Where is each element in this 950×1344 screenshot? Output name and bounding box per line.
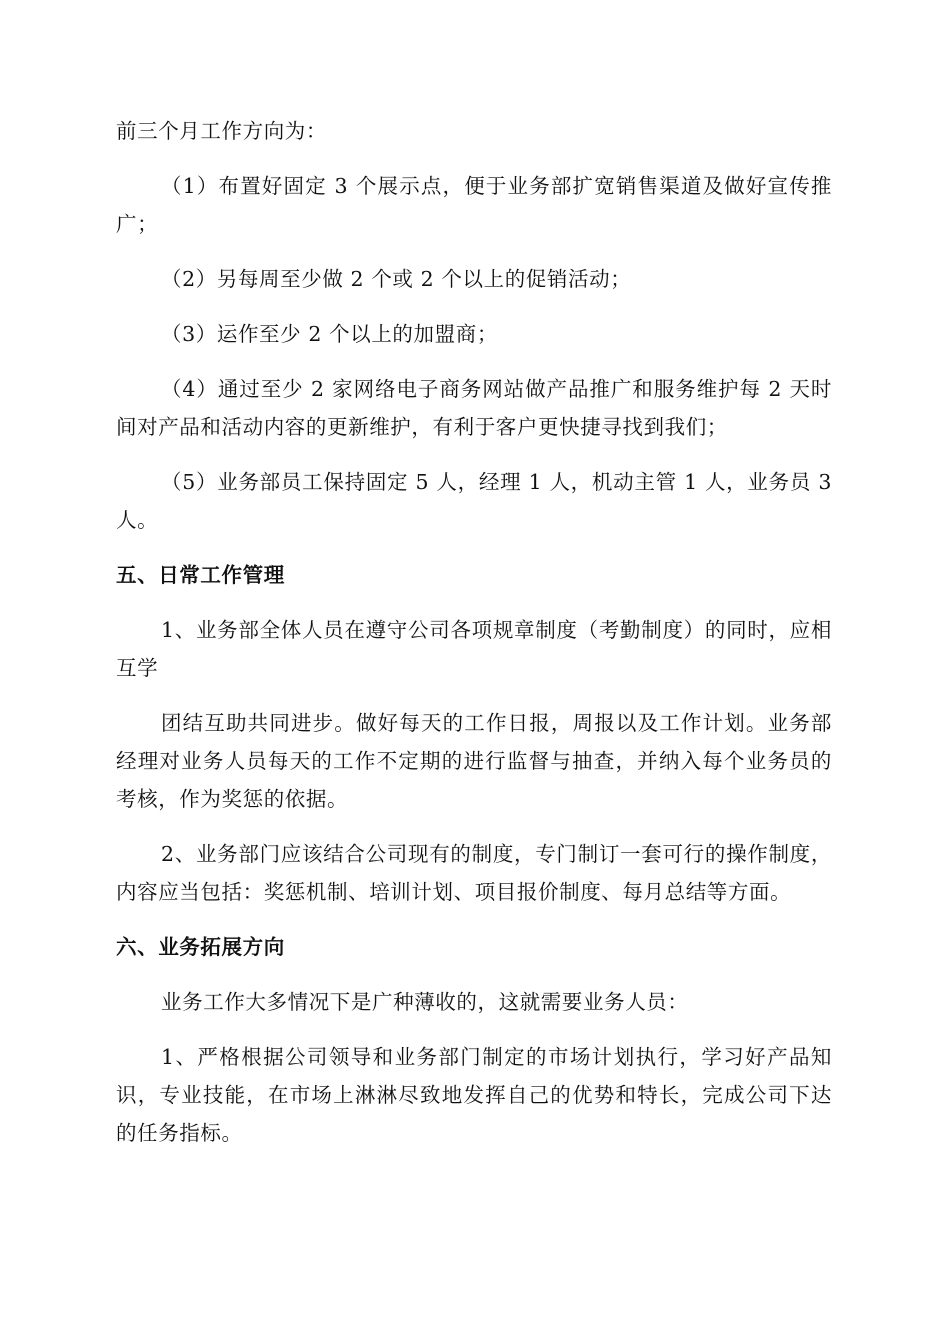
document-page bbox=[116, 112, 832, 1169]
list-item-2: （2）另每周至少做 2 个或 2 个以上的促销活动； bbox=[161, 267, 632, 291]
intro-paragraph: 前三个月工作方向为： bbox=[116, 119, 327, 143]
list-item-3: （3）运作至少 2 个以上的加盟商； bbox=[161, 322, 498, 346]
section-heading-business-expansion: 六、业务拓展方向 bbox=[116, 935, 285, 959]
section-heading-daily-management: 五、日常工作管理 bbox=[116, 563, 285, 587]
section5-paragraph-2: 团结互助共同进步。做好每天的工作日报，周报以及工作计划。业务部经理对业务人员每天的工作不定期的进行监督与抽查，并纳入每个业务员的考核，作为奖惩的依据。 bbox=[116, 711, 832, 811]
list-item-5: （5）业务部员工保持固定 5 人，经理 1 人，机动主管 1 人，业务员 3 人。 bbox=[116, 470, 832, 532]
list-item-4: （4）通过至少 2 家网络电子商务网站做产品推广和服务维护每 2 天时间对产品和活动内容的更新维护，有利于客户更快捷寻找到我们； bbox=[116, 377, 832, 439]
list-item-1: （1）布置好固定 3 个展示点，便于业务部扩宽销售渠道及做好宣传推广； bbox=[116, 174, 832, 236]
section5-paragraph-1: 1、业务部全体人员在遵守公司各项规章制度（考勤制度）的同时，应相互学 bbox=[116, 618, 832, 680]
section6-paragraph-1: 业务工作大多情况下是广种薄收的，这就需要业务人员： bbox=[161, 990, 689, 1014]
section5-paragraph-3: 2、业务部门应该结合公司现有的制度，专门制订一套可行的操作制度，内容应当包括：奖惩机制、培训计划、项目报价制度、每月总结等方面。 bbox=[116, 842, 832, 904]
section6-paragraph-2: 1、严格根据公司领导和业务部门制定的市场计划执行，学习好产品知识，专业技能，在市场上淋淋尽致地发挥自己的优势和特长，完成公司下达的任务指标。 bbox=[116, 1045, 832, 1145]
